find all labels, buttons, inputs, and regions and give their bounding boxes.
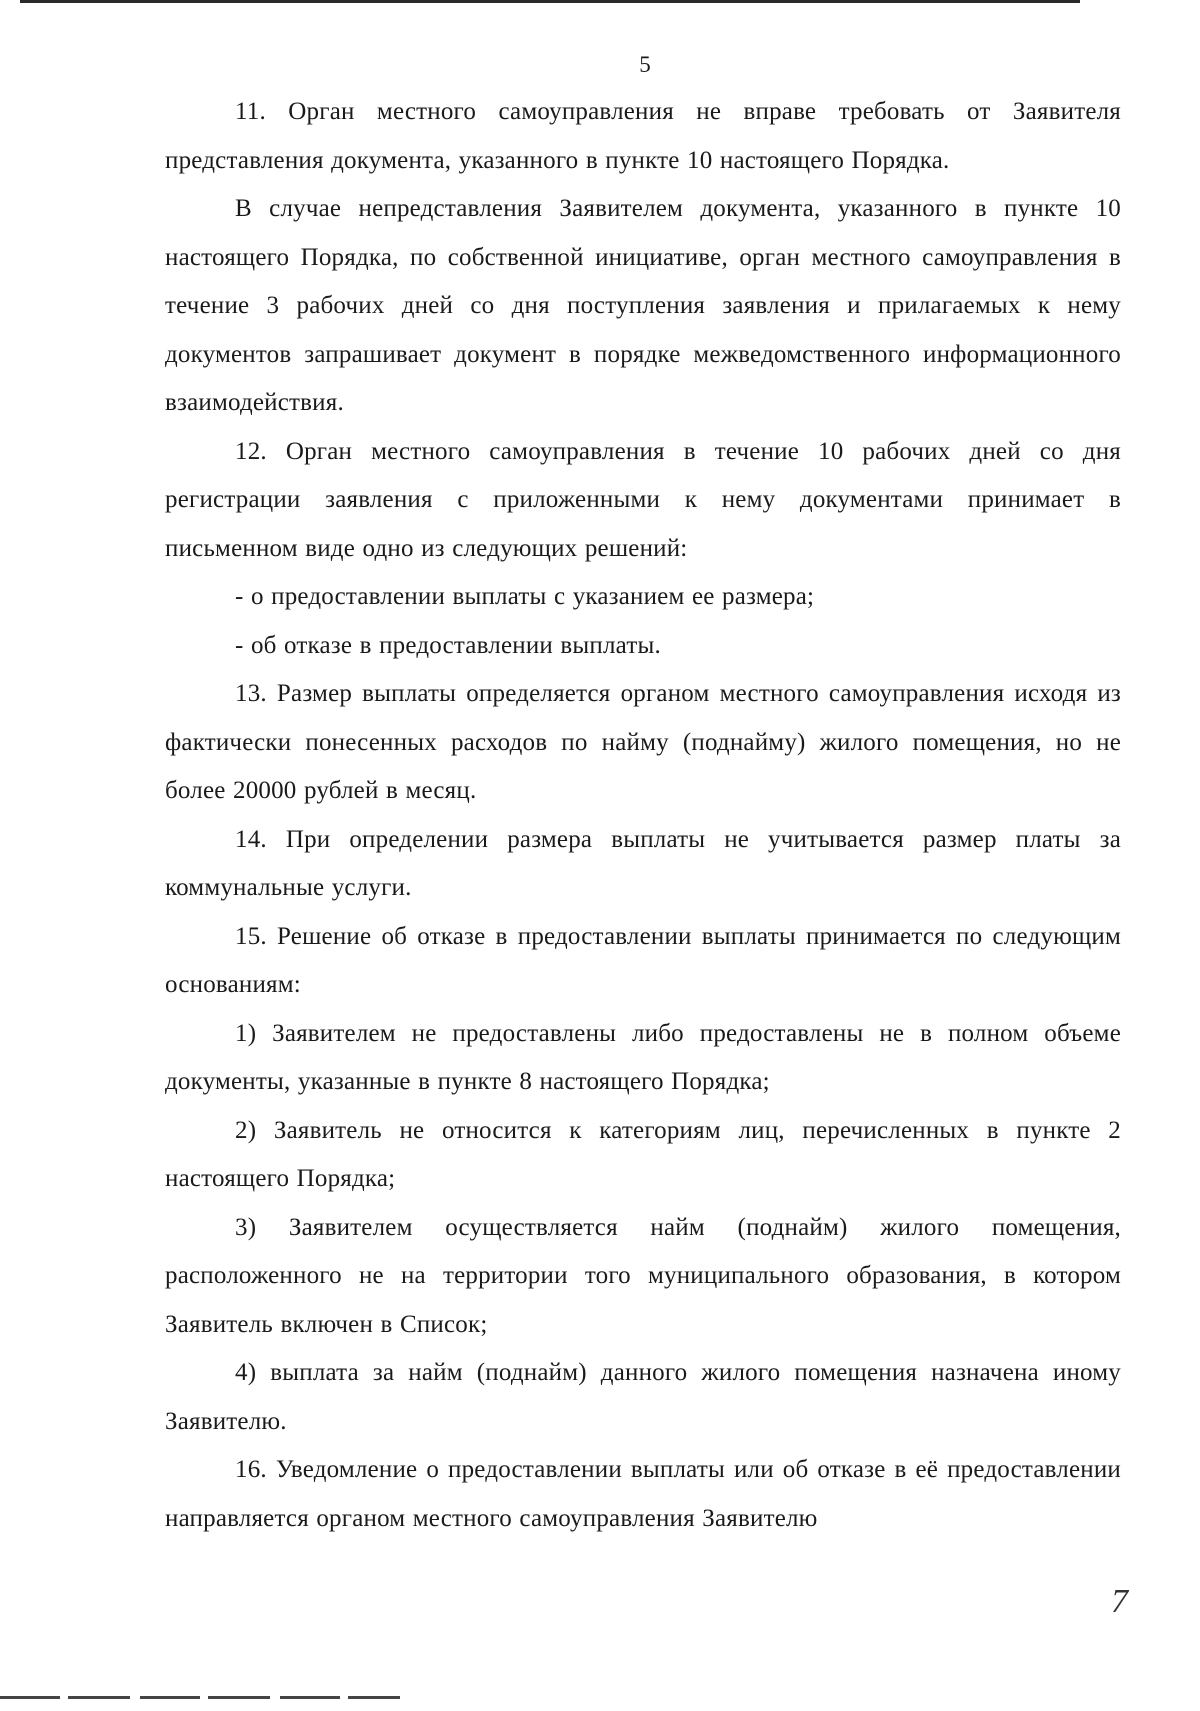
paragraph-13: 13. Размер выплаты определяется органом местного самоуправления исходя из фактически понесенных расходов по найму (поднайму) жилого помещения, но не более 20000 рублей в месяц.	[165, 680, 1121, 804]
paragraph-11: 11. Орган местного самоуправления не вправе требовать от Заявителя представления документа, указанного в пункте 10 настоящего Порядка.	[165, 98, 1121, 174]
paragraph-15: 15. Решение об отказе в предоставлении выплаты принимается по следующим основаниям:	[165, 922, 1121, 998]
page-number: 5	[639, 52, 651, 77]
paragraph-12: 12. Орган местного самоуправления в течение 10 рабочих дней со дня регистрации заявления с приложенными к нему документами принимает в письменном виде одно из следующих решений:	[165, 437, 1121, 562]
list-item-ground-4: 4) выплата за найм (поднайм) данного жилого помещения назначена иному Заявителю.	[165, 1359, 1121, 1435]
list-item-decision-refuse: - об отказе в предоставлении выплаты.	[235, 631, 661, 659]
handwritten-page-mark: 7	[1111, 1583, 1128, 1620]
scan-edge-top	[20, 0, 1080, 3]
list-item-ground-3: 3) Заявителем осуществляется найм (поднайм) жилого помещения, расположенного не на территории того муниципального образования, в котором Заявитель включен в Список;	[165, 1213, 1121, 1338]
list-item-ground-1: 1) Заявителем не предоставлены либо предоставлены не в полном объеме документы, указанные в пункте 8 настоящего Порядка;	[165, 1019, 1121, 1095]
paragraph-11-continued: В случае непредставления Заявителем документа, указанного в пункте 10 настоящего Порядка, по собственной инициативе, орган местного самоуправления в течение 3 рабочих дней со дня поступления заявления и прилагаемых к нему документов запрашивает документ в порядке межведомственного информационного взаимодействия.	[165, 195, 1121, 416]
paragraph-14: 14. При определении размера выплаты не учитывается размер платы за коммунальные услуги.	[165, 825, 1121, 901]
paragraph-16: 16. Уведомление о предоставлении выплаты или об отказе в её предоставлении направляется органом местного самоуправления Заявителю	[165, 1456, 1121, 1532]
list-item-decision-grant: - о предоставлении выплаты с указанием ее размера;	[235, 583, 815, 610]
scan-edge-bottom	[0, 1696, 400, 1699]
document-text	[165, 88, 1121, 1543]
list-item-ground-2: 2) Заявитель не относится к категориям лиц, перечисленных в пункте 2 настоящего Порядка;	[165, 1116, 1121, 1192]
